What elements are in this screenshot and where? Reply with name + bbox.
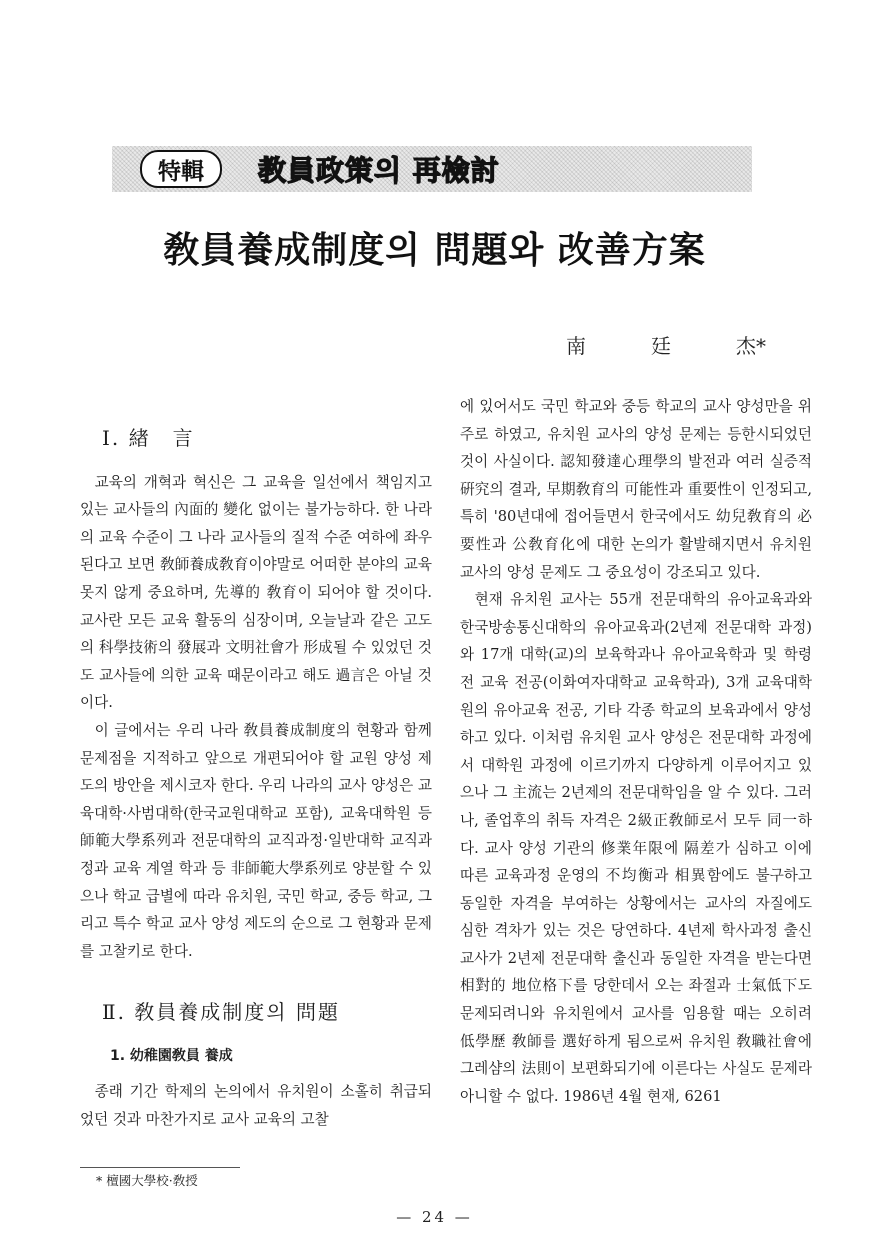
author-char: 廷 [651, 334, 671, 358]
section-heading-problems: Ⅱ. 敎員養成制度의 問題 [102, 1000, 340, 1025]
special-feature-banner [112, 146, 752, 192]
author-affiliation-footnote: * 檀國大學校·敎授 [96, 1173, 198, 1188]
footnote-divider [80, 1167, 240, 1168]
author-char: 南 [566, 334, 586, 358]
feature-tag: 特輯 [140, 150, 222, 188]
body-paragraph: 에 있어서도 국민 학교와 중등 학교의 교사 양성만을 위주로 하였고, 유치원 교사의 양성 문제는 등한시되었던 것이 사실이다. 認知發達心理學의 발전과 여러 실증적 硏究의 결과, 早期敎育의 可能性과 重要性이 인정되고, 특히 '80년대에 접어들면서 한국에서도 幼兒敎育의 必要性과 公敎育化에 대한 논의가 활발해지면서 유치원 교사의 양성 문제도 그 중요성이 강조되고 있다. [460, 398, 812, 581]
article-title: 敎員養成制度의 問題와 改善方案 [163, 229, 706, 271]
series-title: 教員政策의 再檢討 [258, 154, 500, 187]
body-paragraph: 교육의 개혁과 혁신은 그 교육을 일선에서 책임지고 있는 교사들의 內面的 變化 없이는 불가능하다. 한 나라의 교육 수준이 그 나라 교사들의 질적 수준 여하에 좌우된다고 보면 敎師養成敎育이야말로 어떠한 분야의 교육 못지 않게 중요하며, 先導的 敎育이 되어야 할 것이다. 교사란 모든 교육 활동의 심장이며, 오늘날과 같은 고도의 科學技術의 發展과 文明社會가 形成될 수 있었던 것도 교사들에 의한 교육 때문이라고 해도 過言은 아닐 것이다. [80, 473, 432, 712]
body-paragraph: 종래 기간 학제의 논의에서 유치원이 소홀히 취급되었던 것과 마찬가지로 교사 교육의 고찰 [80, 1083, 432, 1129]
subsection-heading-kindergarten: 1. 幼稚園敎員 養成 [110, 1047, 233, 1064]
right-column [460, 393, 812, 1110]
left-column [80, 417, 432, 1134]
body-paragraph: 이 글에서는 우리 나라 敎員養成制度의 현황과 함께 문제점을 지적하고 앞으로 개편되어야 할 교원 양성 제도의 방안을 제시코자 한다. 우리 나라의 교사 양성은 교육대학·사범대학(한국교원대학교 포함), 교육대학원 등 師範大學系列과 전문대학의 교직과정·일반대학 교직과정과 교육 계열 학과 등 非師範大學系列로 양분할 수 있으나 학교 급별에 따라 유치원, 국민 학교, 중등 학교, 그리고 특수 학교 교사 양성 제도의 순으로 그 현황과 문제를 고찰키로 한다. [80, 721, 432, 960]
author-name [566, 330, 766, 359]
section-heading-introduction: Ⅰ. 緖 言 [102, 426, 195, 450]
page-number: — 24 — [396, 1208, 473, 1226]
author-char: 杰* [736, 334, 766, 358]
body-paragraph: 현재 유치원 교사는 55개 전문대학의 유아교육과와 한국방송통신대학의 유아교육과(2년제 전문대학 과정)와 17개 대학(교)의 보육학과나 유아교육학과 및 학령전 교육 전공(이화여자대학교 교육학과), 3개 교육대학원의 유아교육 전공, 기타 각종 학교의 보육과에서 양성하고 있다. 이처럼 유치원 교사 양성은 전문대학 과정에서 대학원 과정에 이르기까지 다양하게 이루어지고 있으나 그 主流는 2년제의 전문대학임을 알 수 있다. 그러나, 졸업후의 취득 자격은 2級正敎師로서 모두 同一하다. 교사 양성 기관의 修業年限에 隔差가 심하고 이에 따른 교육과정 운영의 不均衡과 相異함에도 불구하고 동일한 자격을 부여하는 상황에서는 교사의 자질에도 심한 격차가 있는 것은 당연하다. 4년제 학사과정 출신 교사가 2년제 전문대학 출신과 동일한 자격을 받는다면 相對的 地位格下를 당한데서 오는 좌절과 士氣低下도 문제되려니와 유치원에서 교사를 임용할 때는 오히려 低學歷 敎師를 選好하게 됨으로써 유치원 敎職社會에 그레샴의 法則이 보편화되기에 이른다는 사실도 문제라 아니할 수 없다. 1986년 4월 현재, 6261 [460, 591, 812, 1105]
